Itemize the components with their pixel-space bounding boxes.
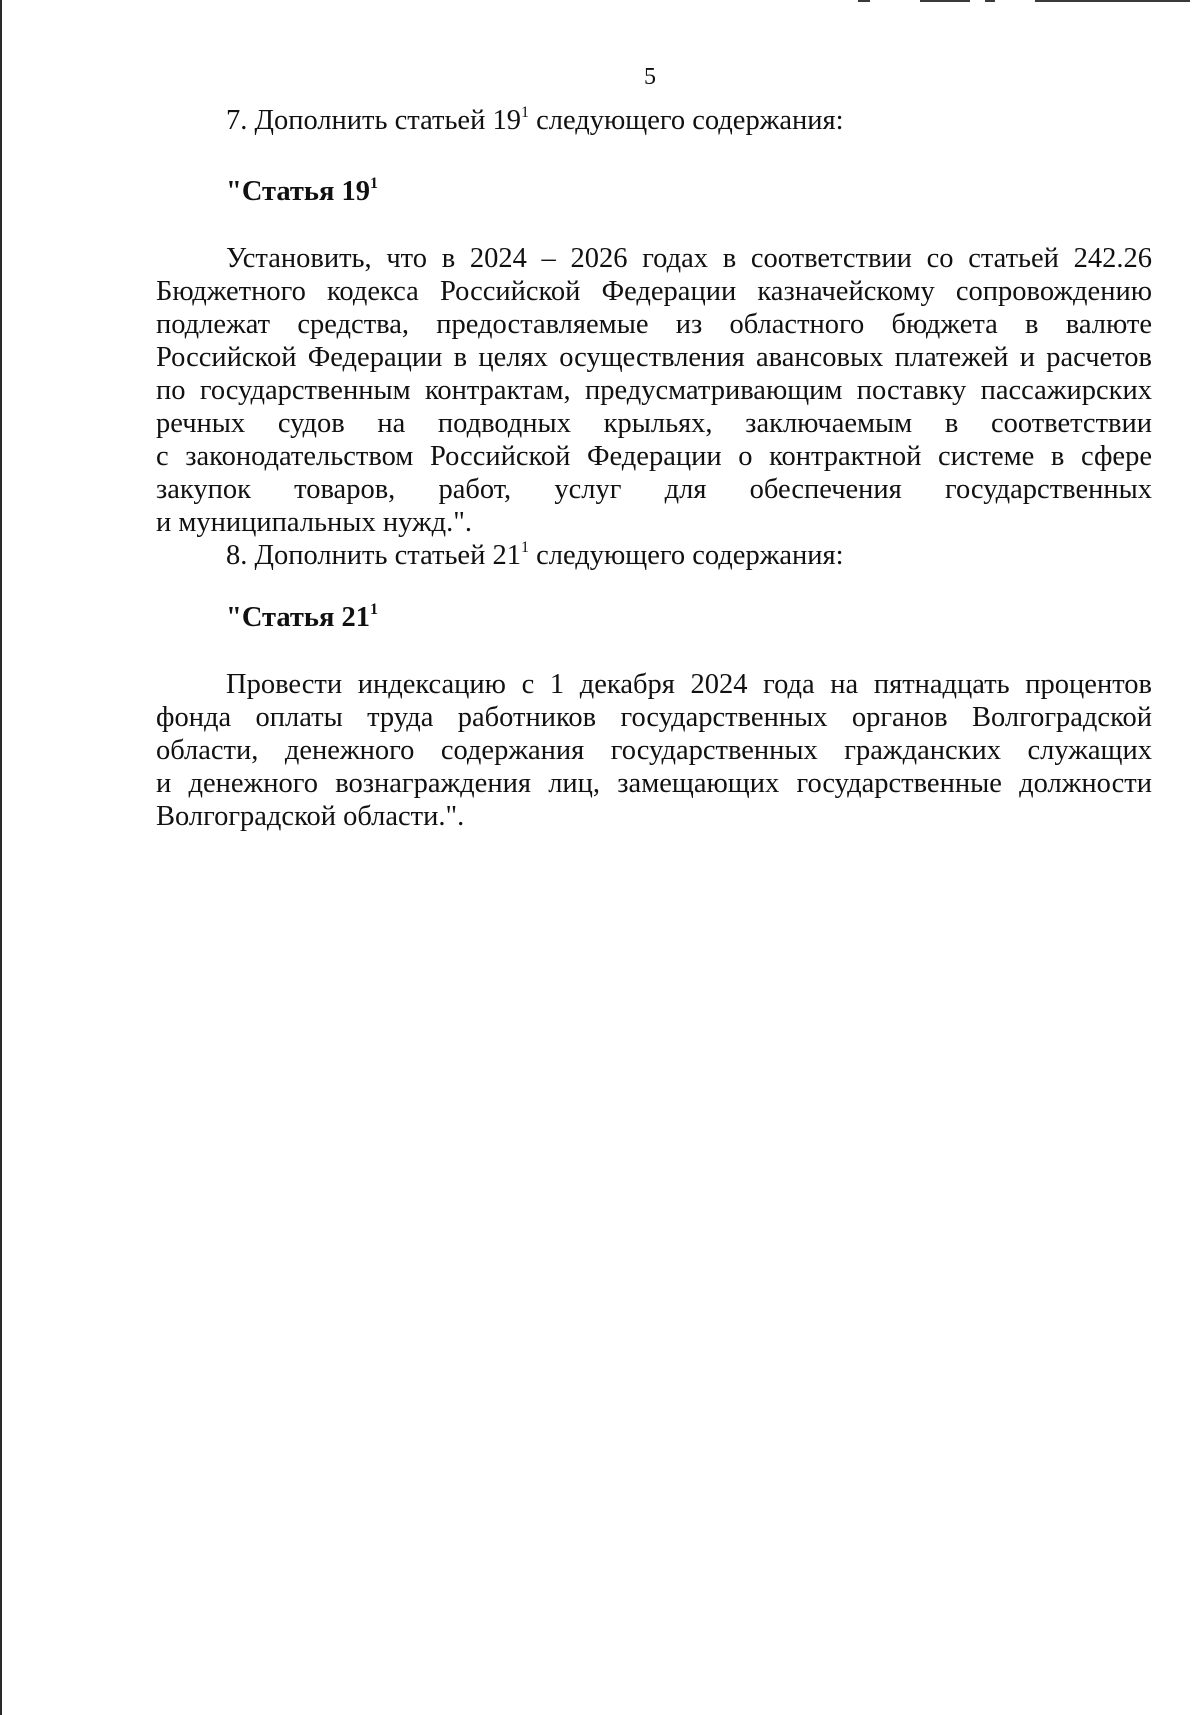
scan-mark — [985, 0, 995, 2]
item-8-paragraph — [226, 539, 1152, 572]
article-19-line: закупок товаров, работ, услуг для обеспечения государственных — [156, 474, 1152, 505]
scan-mark — [1035, 0, 1190, 2]
article-21-line: и денежного вознаграждения лиц, замещающих государственные должности — [156, 768, 1152, 799]
article-19-line: по государственным контрактам, предусматривающим поставку пассажирских — [156, 375, 1152, 406]
article-21-heading-superscript: 1 — [370, 601, 379, 618]
article-19-line: Российской Федерации в целях осуществления авансовых платежей и расчетов — [156, 342, 1152, 373]
article-19-line-last: и муниципальных нужд.". — [156, 507, 473, 538]
item-7-text: 7. Дополнить статьей 19 — [226, 105, 521, 136]
article-19-heading-superscript: 1 — [370, 175, 379, 192]
article-19-line: с законодательством Российской Федерации о контрактной системе в сфере — [156, 441, 1152, 472]
article-21-line: фонда оплаты труда работников государственных органов Волгоградской — [156, 702, 1152, 733]
scan-mark — [920, 0, 970, 2]
article-21-heading-text: "Статья 21 — [226, 602, 371, 633]
page-number: 5 — [644, 64, 656, 90]
article-19-heading — [226, 175, 378, 208]
article-21-line-last: Волгоградской области.". — [156, 801, 465, 832]
item-8-superscript: 1 — [520, 539, 529, 556]
item-7-text-end: следующего содержания: — [528, 105, 844, 136]
scan-mark — [858, 0, 870, 2]
item-8-text-end: следующего содержания: — [528, 540, 844, 571]
item-7-superscript: 1 — [520, 104, 529, 121]
article-19-line: Установить, что в 2024 – 2026 годах в соответствии со статьей 242.26 — [226, 243, 1152, 274]
article-19-heading-text: "Статья 19 — [226, 176, 371, 207]
article-21-heading — [226, 601, 378, 634]
item-7-paragraph — [226, 104, 1152, 137]
article-19-line: подлежат средства, предоставляемые из областного бюджета в валюте — [156, 309, 1152, 340]
item-8-text: 8. Дополнить статьей 21 — [226, 540, 521, 571]
article-19-line: речных судов на подводных крыльях, заключаемым в соответствии — [156, 408, 1152, 439]
scan-edge — [0, 0, 2, 1715]
article-21-line: области, денежного содержания государственных гражданских служащих — [156, 735, 1152, 766]
article-19-line: Бюджетного кодекса Российской Федерации казначейскому сопровождению — [156, 276, 1152, 307]
article-21-line: Провести индексацию с 1 декабря 2024 года на пятнадцать процентов — [226, 669, 1152, 700]
